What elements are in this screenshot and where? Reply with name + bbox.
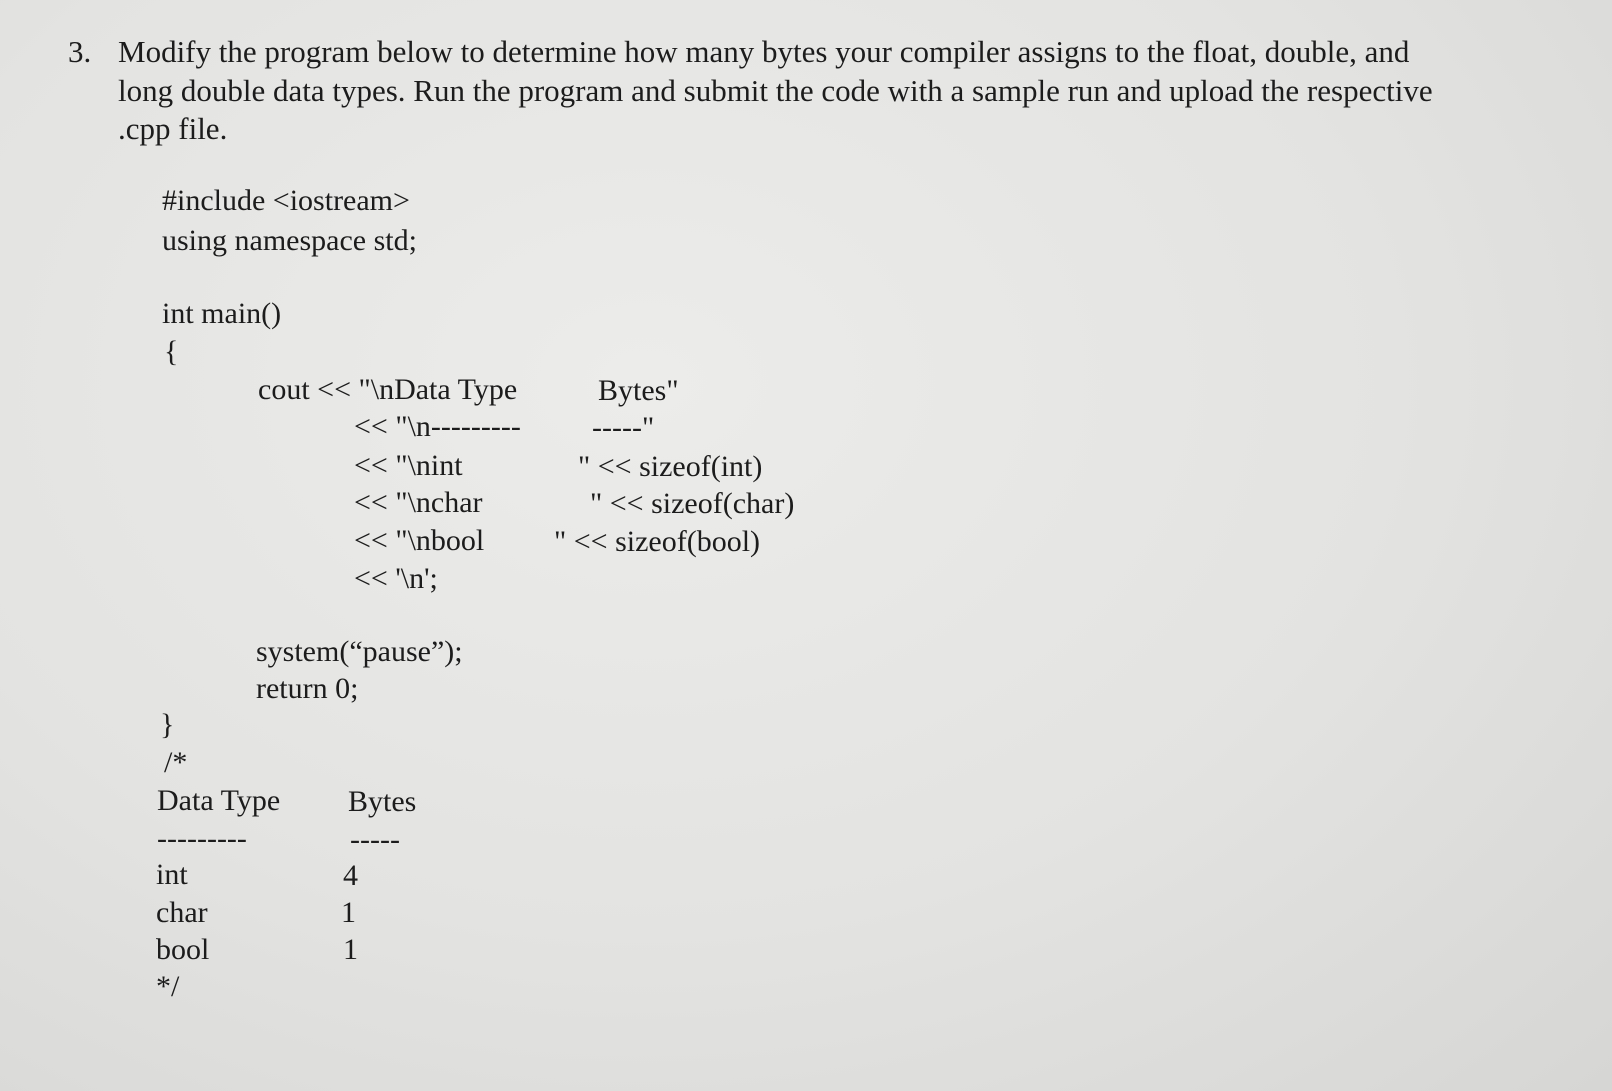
output-row-bytes: 1	[343, 933, 358, 966]
code-dash-line-right: -----"	[592, 411, 655, 444]
code-close-brace: }	[160, 708, 175, 741]
output-row-bytes: 4	[343, 859, 358, 892]
output-row-type: char	[156, 896, 208, 929]
code-bool-right: " << sizeof(bool)	[554, 525, 761, 558]
code-int-left: << "\nint	[354, 449, 463, 482]
code-open-brace: {	[164, 335, 179, 368]
code-newline: << '\n';	[354, 562, 438, 595]
output-row-type: int	[156, 858, 188, 891]
code-using: using namespace std;	[162, 224, 417, 257]
code-cout-head: cout << "\nData Type	[258, 373, 518, 406]
code-comment-open: /*	[164, 746, 188, 779]
output-header-type: Data Type	[157, 784, 281, 817]
code-dash-line-left: << "\n---------	[354, 410, 521, 443]
output-dash-type: ---------	[157, 822, 247, 855]
code-char-left: << "\nchar	[354, 486, 483, 519]
question-text-line-3: .cpp file.	[118, 111, 228, 146]
code-int-right: " << sizeof(int)	[578, 450, 763, 483]
code-bool-left: << "\nbool	[354, 524, 485, 557]
output-row-bytes: 1	[341, 896, 356, 929]
output-dash-bytes: -----	[350, 823, 400, 856]
code-cout-head-bytes: Bytes"	[598, 374, 679, 407]
code-char-right: " << sizeof(char)	[590, 487, 795, 520]
question-number: 3.	[68, 34, 92, 69]
code-main-signature: int main()	[162, 297, 282, 330]
code-comment-close: */	[156, 970, 180, 1003]
code-return: return 0;	[256, 672, 359, 705]
question-text-line-2: long double data types. Run the program and submit the code with a sample run and upload the respective	[118, 73, 1433, 108]
code-system-pause: system(“pause”);	[256, 635, 463, 668]
code-include: #include <iostream>	[162, 184, 410, 217]
question-text-line-1: Modify the program below to determine how many bytes your compiler assigns to the float, double, and	[118, 34, 1410, 69]
output-header-bytes: Bytes	[348, 785, 417, 818]
output-row-type: bool	[156, 933, 210, 966]
